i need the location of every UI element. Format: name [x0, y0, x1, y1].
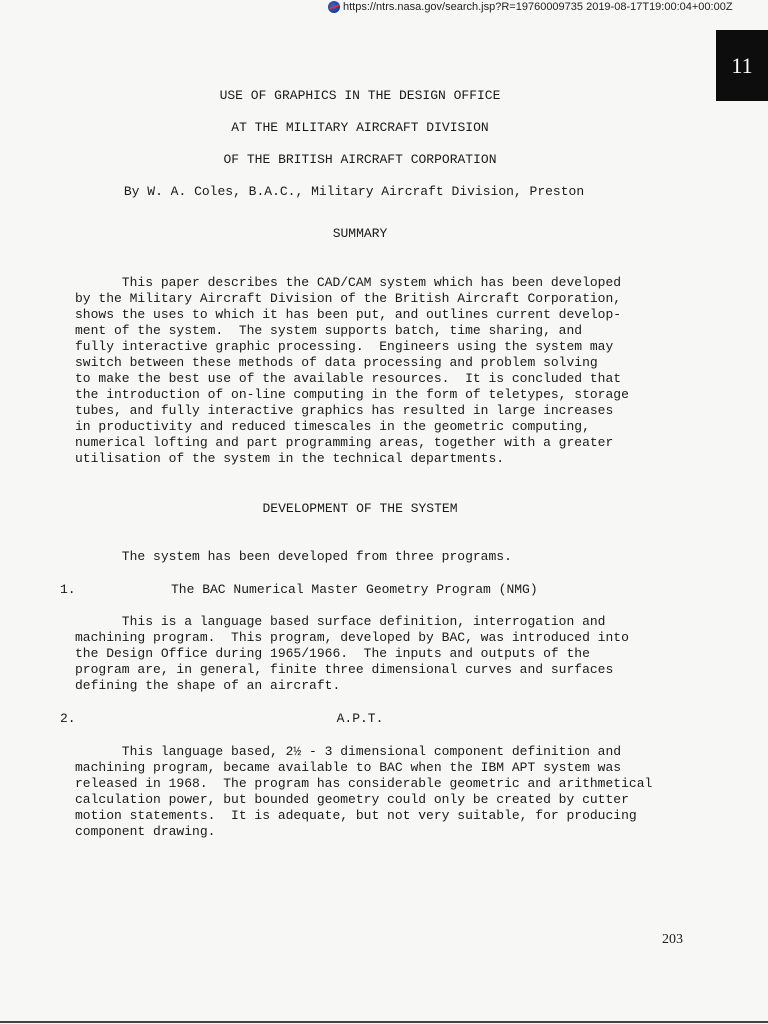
page-number: 203	[662, 932, 683, 947]
url-stamp-text: https://ntrs.nasa.gov/search.jsp?R=19760009735 2019-08-17T19:00:04+00:00Z	[343, 1, 733, 13]
item-2-line: This language based, 2½ - 3 dimensional component definition and	[75, 744, 622, 759]
item-1-line: defining the shape of an aircraft.	[75, 678, 341, 693]
summary-line: tubes, and fully interactive graphics has resulted in large increases	[75, 403, 614, 418]
summary-line: shows the uses to which it has been put, and outlines current develop-	[75, 307, 622, 322]
summary-line: numerical lofting and part programming areas, together with a greater	[75, 435, 614, 450]
title-line-3: OF THE BRITISH AIRCRAFT CORPORATION	[223, 152, 497, 167]
item-2-line: released in 1968. The program has considerable geometric and arithmetical	[75, 776, 653, 791]
source-url-stamp	[328, 0, 733, 14]
title-line-2: AT THE MILITARY AIRCRAFT DIVISION	[231, 120, 489, 135]
summary-line: in productivity and reduced timescales in the geometric computing,	[75, 419, 590, 434]
item-2-line: machining program, became available to BAC when the IBM APT system was	[75, 760, 622, 775]
summary-line: utilisation of the system in the technical departments.	[75, 451, 505, 466]
summary-line: ment of the system. The system supports batch, time sharing, and	[75, 323, 583, 338]
summary-line: the introduction of on-line computing in the form of teletypes, storage	[75, 387, 629, 402]
item-2-line: calculation power, but bounded geometry could only be created by cutter	[75, 792, 629, 807]
item-2-line: motion statements. It is adequate, but not very suitable, for producing	[75, 808, 637, 823]
summary-heading: SUMMARY	[332, 226, 388, 241]
item-1-line: This is a language based surface definition, interrogation and	[75, 614, 606, 629]
item-1-line: machining program. This program, developed by BAC, was introduced into	[75, 630, 629, 645]
summary-line: fully interactive graphic processing. Engineers using the system may	[75, 339, 614, 354]
summary-line: switch between these methods of data processing and problem solving	[75, 355, 598, 370]
chapter-tab: 11	[716, 30, 768, 101]
item-1-line: program are, in general, finite three dimensional curves and surfaces	[75, 662, 614, 677]
summary-line: This paper describes the CAD/CAM system which has been developed	[75, 275, 622, 290]
bottom-edge-divider	[0, 1021, 768, 1023]
item-2-number: 2.	[60, 711, 76, 726]
item-1-number: 1.	[60, 582, 76, 597]
summary-line: to make the best use of the available resources. It is concluded that	[75, 371, 622, 386]
nasa-logo-icon	[328, 1, 340, 13]
summary-line: by the Military Aircraft Division of the British Aircraft Corporation,	[75, 291, 622, 306]
byline: By W. A. Coles, B.A.C., Military Aircraft Division, Preston	[123, 184, 585, 199]
item-2-line: component drawing.	[75, 824, 216, 839]
item-2-title: A.P.T.	[336, 711, 384, 726]
item-1-line: the Design Office during 1965/1966. The inputs and outputs of the	[75, 646, 590, 661]
section-heading: DEVELOPMENT OF THE SYSTEM	[262, 501, 458, 516]
intro-line: The system has been developed from three programs.	[75, 549, 512, 564]
item-1-title: The BAC Numerical Master Geometry Program (NMG)	[171, 582, 538, 597]
title-line-1: USE OF GRAPHICS IN THE DESIGN OFFICE	[219, 88, 501, 103]
